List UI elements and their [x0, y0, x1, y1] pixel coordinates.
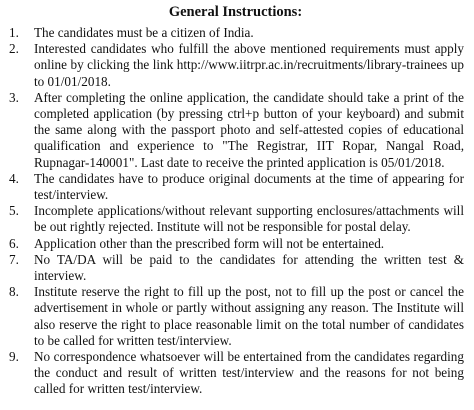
instructions-list — [7, 25, 464, 398]
list-item — [7, 203, 464, 235]
item-text: Institute reserve the right to fill up the post, not to fill up the post or cancel the advertisement in whole or partly without assigning any reason. The Institute will also reserve the right to place reasonable limit on the total number of candidates to be called for written test/interview. — [34, 284, 464, 348]
item-number: 8. — [9, 284, 19, 300]
list-item — [7, 171, 464, 203]
item-number: 7. — [9, 251, 19, 267]
list-item — [7, 25, 464, 41]
item-text: After completing the online application, the candidate should take a print of the completed application (by pressing ctrl+p button of your keyboard) and submit the same along with the passport photo and self-attested copies of educational qualification and experience to "The Registrar, IIT Ropar, Nangal Road, Rupnagar-140001". Last date to receive the printed application is 05/01/2018. — [34, 89, 464, 170]
list-item — [7, 90, 464, 171]
item-number: 5. — [9, 203, 19, 219]
item-text: No correspondence whatsoever will be entertained from the candidates regarding the conduct and result of written test/interview and the reasons for not being called for written test/interview. — [34, 349, 464, 397]
item-text: Application other than the prescribed form will not be entertained. — [34, 235, 385, 251]
item-number: 3. — [9, 89, 19, 105]
item-number: 2. — [9, 41, 19, 57]
page-title: General Instructions: — [168, 4, 303, 20]
item-text: The candidates must be a citizen of India. — [34, 25, 254, 40]
list-item — [7, 284, 464, 349]
item-number: 9. — [9, 349, 19, 365]
item-text: No TA/DA will be paid to the candidates for attending the written test & interview. — [34, 251, 464, 284]
item-text: The candidates have to produce original documents at the time of appearing for test/interview. — [34, 170, 464, 203]
item-text: Interested candidates who fulfill the above mentioned requirements must apply online by clicking the link http://www.iitrpr.ac.in/recruitments/library-trainees up to 01/01/2018. — [34, 41, 464, 89]
item-text: Incomplete applications/without relevant supporting enclosures/attachments will be out rightly rejected. Institute will not be responsible for postal delay. — [34, 203, 464, 235]
list-item — [7, 252, 464, 284]
item-number: 1. — [9, 25, 19, 40]
item-number: 4. — [9, 170, 19, 186]
list-item — [7, 236, 464, 252]
list-item — [7, 349, 464, 398]
list-item — [7, 41, 464, 90]
item-number: 6. — [9, 235, 19, 251]
